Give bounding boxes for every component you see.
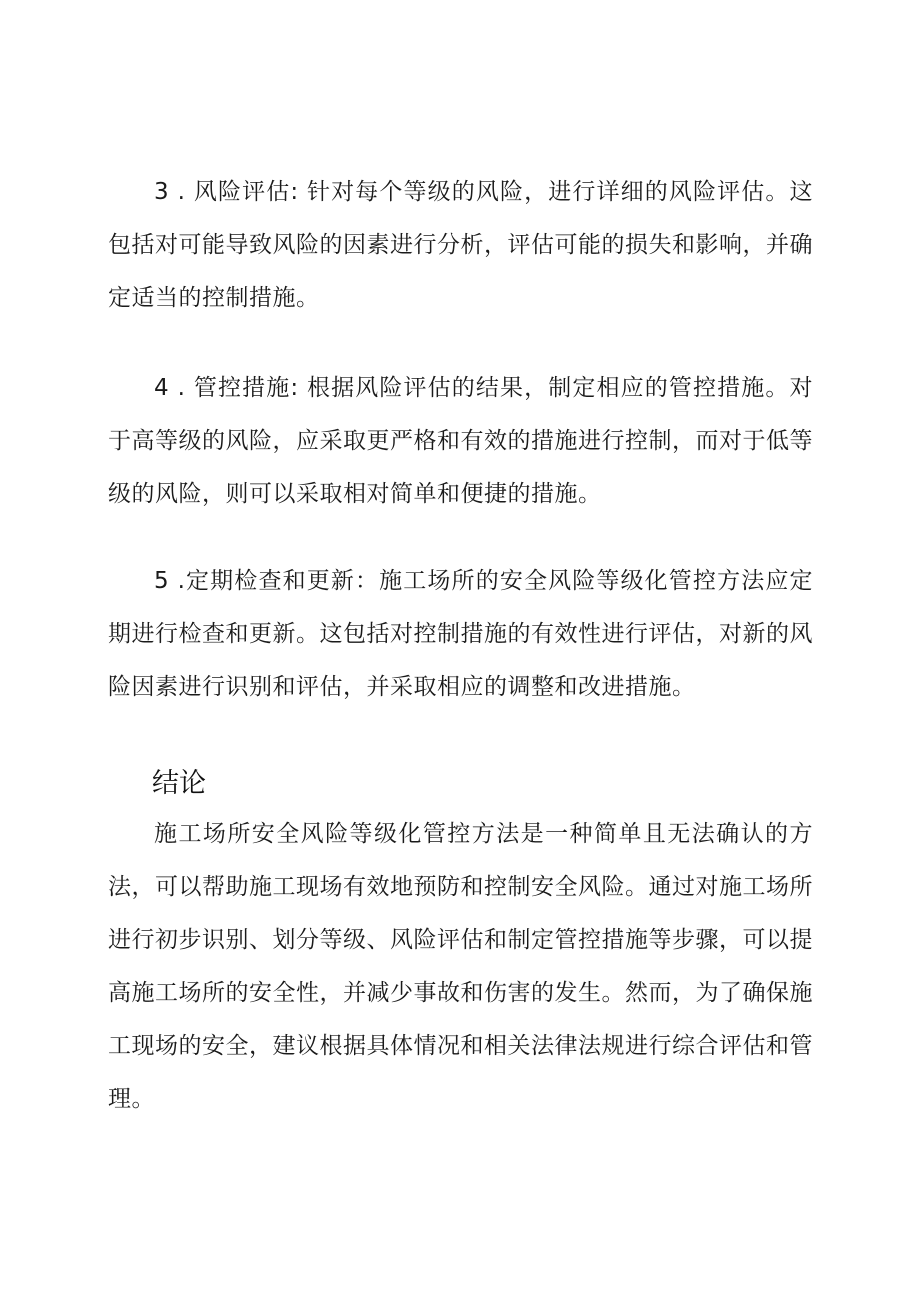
paragraph-item-4: 4 . 管控措施: 根据风险评估的结果，制定相应的管控措施。对于高等级的风险，应采取更严格和有效的措施进行控制，而对于低等级的风险，则可以采取相对简单和便捷的措施。: [108, 375, 813, 507]
conclusion-heading: 结论: [152, 768, 206, 799]
conclusion-paragraph: 施工场所安全风险等级化管控方法是一种简单且无法确认的方法，可以帮助施工现场有效地预防和控制安全风险。通过对施工场所进行初步识别、划分等级、风险评估和制定管控措施等步骤，可以提高施工场所的安全性，并减少事故和伤害的发生。然而，为了确保施工现场的安全，建议根据具体情况和相关法律法规进行综合评估和管理。: [108, 821, 813, 1112]
paragraph-item-3: 3 . 风险评估: 针对每个等级的风险，进行详细的风险评估。这包括对可能导致风险的因素进行分析，评估可能的损失和影响，并确定适当的控制措施。: [108, 179, 813, 311]
paragraph-item-5: 5 .定期检查和更新：施工场所的安全风险等级化管控方法应定期进行检查和更新。这包括对控制措施的有效性进行评估，对新的风险因素进行识别和评估，并采取相应的调整和改进措施。: [108, 568, 813, 700]
